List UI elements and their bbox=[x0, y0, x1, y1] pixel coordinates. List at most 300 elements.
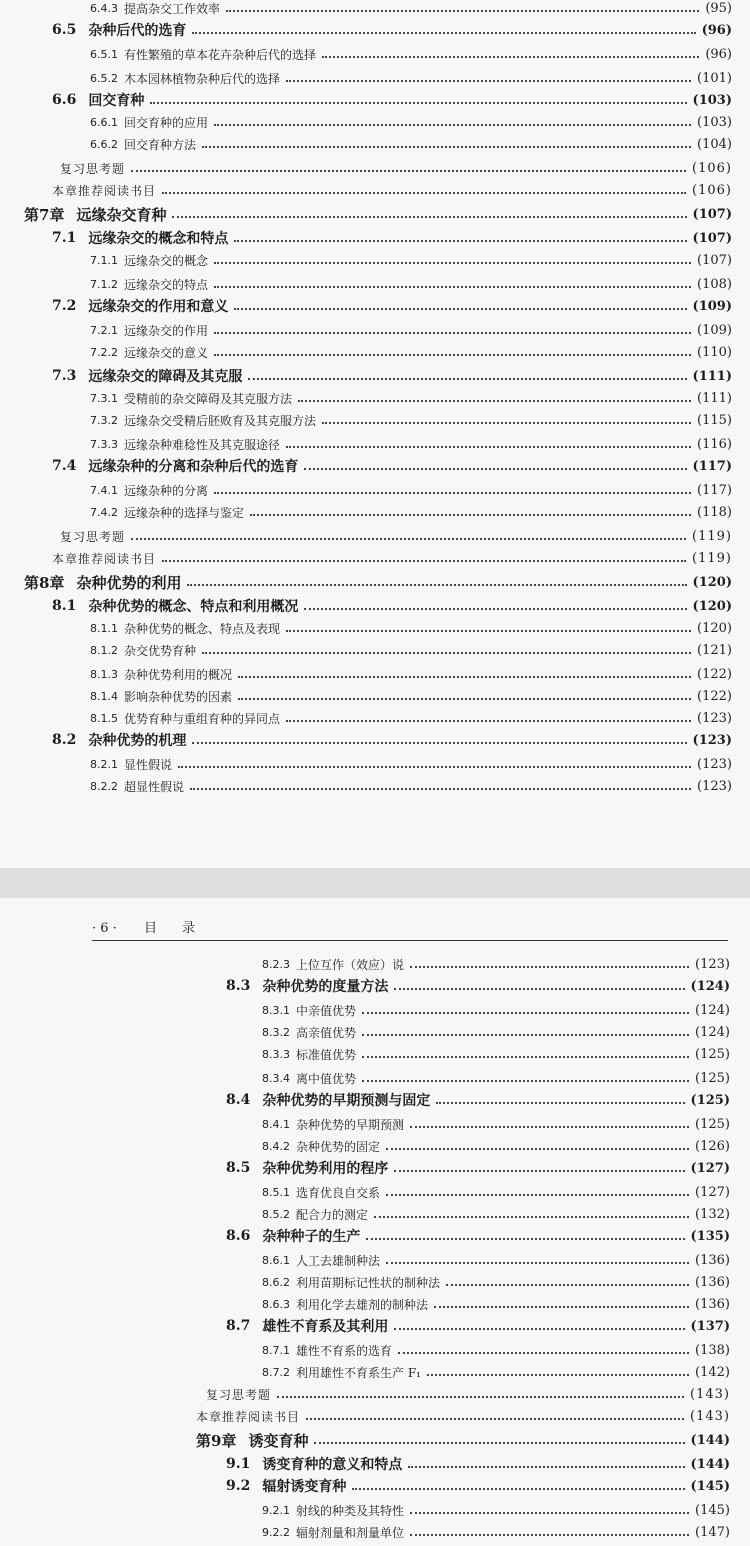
toc-title: 杂种后代的选育 bbox=[88, 23, 187, 39]
toc-subsection-row[interactable] bbox=[262, 1294, 730, 1314]
toc-page-number: (103) bbox=[697, 114, 732, 130]
toc-page-number: (121) bbox=[697, 642, 732, 658]
toc-title: 杂种种子的生产 bbox=[262, 1229, 361, 1245]
toc-title: 选育优良自交系 bbox=[296, 1185, 381, 1200]
toc-number: 8.1.2 bbox=[90, 643, 118, 657]
leader-dots bbox=[202, 652, 691, 654]
toc-page-number: (96) bbox=[705, 46, 732, 62]
toc-page-number: (106) bbox=[692, 160, 732, 176]
leader-dots bbox=[214, 492, 691, 494]
leader-dots bbox=[352, 1488, 684, 1490]
toc-number: 8.2.1 bbox=[90, 757, 118, 771]
toc-subsection-row[interactable] bbox=[90, 480, 732, 500]
toc-page-number: (122) bbox=[697, 666, 732, 682]
toc-page-number: (142) bbox=[695, 1364, 730, 1380]
toc-subsection-row[interactable] bbox=[262, 1362, 730, 1382]
toc-misc-row[interactable] bbox=[196, 1406, 730, 1426]
toc-subsection-row[interactable] bbox=[262, 1068, 730, 1088]
toc-subsection-row[interactable] bbox=[90, 618, 732, 638]
toc-number: 7.1.2 bbox=[90, 277, 118, 291]
toc-page-number: (124) bbox=[695, 1024, 730, 1040]
leader-dots bbox=[398, 1352, 689, 1354]
toc-subsection-row[interactable] bbox=[90, 320, 732, 340]
toc-subsection-row[interactable] bbox=[90, 250, 732, 270]
leader-dots bbox=[131, 170, 686, 172]
leader-dots bbox=[408, 1466, 684, 1468]
leader-dots bbox=[410, 1126, 689, 1128]
toc-title: 雄性不育系及其利用 bbox=[262, 1319, 389, 1335]
toc-page-number: (124) bbox=[695, 1002, 730, 1018]
toc-title: 远缘杂交育种 bbox=[76, 205, 167, 224]
toc-page-number: (116) bbox=[697, 436, 732, 452]
toc-title: 远缘杂交的概念 bbox=[124, 253, 209, 268]
toc-page-number: (117) bbox=[692, 458, 732, 474]
leader-dots bbox=[178, 766, 691, 768]
toc-page-number: (145) bbox=[690, 1478, 730, 1494]
toc-title: 人工去雄制种法 bbox=[296, 1253, 381, 1268]
toc-section-row[interactable] bbox=[226, 1090, 730, 1110]
toc-title: 受精前的杂交障碍及其克服方法 bbox=[124, 391, 293, 406]
toc-page-number: (95) bbox=[705, 0, 732, 16]
toc-title: 超显性假说 bbox=[124, 779, 185, 794]
leader-dots bbox=[362, 1034, 689, 1036]
toc-misc-row[interactable] bbox=[60, 526, 732, 546]
toc-section-row[interactable] bbox=[52, 366, 732, 386]
leader-dots bbox=[214, 124, 691, 126]
leader-dots bbox=[410, 1512, 689, 1514]
toc-chapter-row[interactable] bbox=[24, 204, 732, 224]
toc-number: 8.5 bbox=[226, 1160, 251, 1176]
toc-title: 本章推荐阅读书目 bbox=[52, 183, 157, 198]
toc-title: 影响杂种优势的因素 bbox=[124, 689, 233, 704]
toc-page-number: (125) bbox=[695, 1070, 730, 1086]
toc-number: 8.1.5 bbox=[90, 711, 118, 725]
leader-dots bbox=[226, 10, 699, 12]
leader-dots bbox=[362, 1080, 689, 1082]
toc-number: 8.3.4 bbox=[262, 1071, 290, 1085]
toc-page-number: (127) bbox=[695, 1184, 730, 1200]
toc-section-row[interactable] bbox=[52, 20, 732, 40]
toc-page-number: (96) bbox=[701, 22, 732, 38]
leader-dots bbox=[427, 1374, 689, 1376]
toc-subsection-row[interactable] bbox=[262, 1114, 730, 1134]
toc-page-number: (119) bbox=[692, 550, 732, 566]
toc-title: 雄性不育系的选育 bbox=[296, 1343, 393, 1358]
toc-number: 6.5.1 bbox=[90, 47, 118, 61]
leader-dots bbox=[314, 1442, 684, 1444]
toc-number: 7.3 bbox=[52, 368, 77, 384]
toc-page-number: (125) bbox=[695, 1046, 730, 1062]
toc-section-row[interactable] bbox=[226, 976, 730, 996]
toc-page-number: (120) bbox=[692, 598, 732, 614]
toc-page-number: (103) bbox=[692, 92, 732, 108]
toc-subsection-row[interactable] bbox=[262, 954, 730, 974]
toc-title: 回交育种 bbox=[88, 93, 145, 109]
toc-page-number: (117) bbox=[697, 482, 732, 498]
toc-title: 中亲值优势 bbox=[296, 1003, 357, 1018]
toc-subsection-row[interactable] bbox=[90, 388, 732, 408]
toc-number: 7.4.2 bbox=[90, 505, 118, 519]
leader-dots bbox=[277, 1396, 684, 1398]
toc-page-number: (109) bbox=[692, 298, 732, 314]
toc-title: 复习思考题 bbox=[60, 529, 126, 544]
toc-subsection-row[interactable] bbox=[90, 434, 732, 454]
toc-subsection-row[interactable] bbox=[90, 112, 732, 132]
toc-number: 8.5.1 bbox=[262, 1185, 290, 1199]
toc-number: 8.6.3 bbox=[262, 1297, 290, 1311]
leader-dots bbox=[202, 146, 691, 148]
leader-dots bbox=[214, 354, 691, 356]
toc-subsection-row[interactable] bbox=[90, 686, 732, 706]
toc-subsection-row[interactable] bbox=[262, 1500, 730, 1520]
toc-number: 8.1.1 bbox=[90, 621, 118, 635]
toc-title: 利用雄性不育系生产 F₁ bbox=[296, 1365, 421, 1380]
toc-number: 6.4.3 bbox=[90, 1, 118, 15]
toc-title: 杂种优势的度量方法 bbox=[262, 979, 389, 995]
toc-title: 杂种优势的机理 bbox=[88, 733, 187, 749]
toc-subsection-row[interactable] bbox=[262, 1182, 730, 1202]
toc-page-number: (136) bbox=[695, 1274, 730, 1290]
toc-title: 利用苗期标记性状的制种法 bbox=[296, 1275, 441, 1290]
toc-subsection-row[interactable] bbox=[262, 1204, 730, 1224]
toc-number: 8.1 bbox=[52, 598, 77, 614]
leader-dots bbox=[250, 514, 691, 516]
toc-page-number: (124) bbox=[690, 978, 730, 994]
toc-subsection-row[interactable] bbox=[90, 664, 732, 684]
toc-title: 本章推荐阅读书目 bbox=[196, 1409, 301, 1424]
toc-number: 第9章 bbox=[196, 1431, 237, 1450]
toc-number: 8.4.1 bbox=[262, 1117, 290, 1131]
leader-dots bbox=[394, 988, 684, 990]
toc-subsection-row[interactable] bbox=[90, 410, 732, 430]
toc-title: 上位互作（效应）说 bbox=[296, 957, 405, 972]
toc-subsection-row[interactable] bbox=[262, 1340, 730, 1360]
toc-title: 利用化学去雄剂的制种法 bbox=[296, 1297, 429, 1312]
leader-dots bbox=[410, 1534, 689, 1536]
toc-subsection-row[interactable] bbox=[90, 68, 732, 88]
toc-number: 8.2.2 bbox=[90, 779, 118, 793]
toc-title: 复习思考题 bbox=[206, 1387, 272, 1402]
toc-title: 离中值优势 bbox=[296, 1071, 357, 1086]
toc-number: 8.6.2 bbox=[262, 1275, 290, 1289]
toc-number: 6.6.2 bbox=[90, 137, 118, 151]
toc-title: 木本园林植物杂种后代的选择 bbox=[124, 71, 281, 86]
toc-subsection-row[interactable] bbox=[262, 1272, 730, 1292]
toc-number: 8.7 bbox=[226, 1318, 251, 1334]
toc-number: 第7章 bbox=[24, 205, 65, 224]
leader-dots bbox=[192, 742, 686, 744]
toc-number: 7.1 bbox=[52, 230, 77, 246]
toc-page-number: (123) bbox=[697, 710, 732, 726]
toc-number: 7.4.1 bbox=[90, 483, 118, 497]
toc-number: 7.3.3 bbox=[90, 437, 118, 451]
toc-page-number: (145) bbox=[695, 1502, 730, 1518]
toc-subsection-row[interactable] bbox=[262, 1136, 730, 1156]
leader-dots bbox=[172, 216, 686, 218]
leader-dots bbox=[434, 1306, 689, 1308]
toc-page-number: (111) bbox=[692, 368, 732, 384]
toc-subsection-row[interactable] bbox=[262, 1022, 730, 1042]
toc-number: 6.6.1 bbox=[90, 115, 118, 129]
toc-title: 远缘杂交的障碍及其克服 bbox=[88, 369, 243, 385]
toc-page-number: (144) bbox=[690, 1432, 730, 1448]
toc-number: 8.3.2 bbox=[262, 1025, 290, 1039]
toc-subsection-row[interactable] bbox=[90, 776, 732, 796]
toc-section-row[interactable] bbox=[226, 1158, 730, 1178]
header-title: 目 录 bbox=[144, 921, 202, 936]
toc-number: 8.5.2 bbox=[262, 1207, 290, 1221]
page-gap bbox=[0, 868, 750, 898]
toc-subsection-row[interactable] bbox=[90, 0, 732, 18]
leader-dots bbox=[304, 608, 686, 610]
toc-number: 6.6 bbox=[52, 92, 77, 108]
toc-title: 显性假说 bbox=[124, 757, 173, 772]
leader-dots bbox=[446, 1284, 689, 1286]
toc-section-row[interactable] bbox=[226, 1226, 730, 1246]
toc-page-number: (104) bbox=[697, 136, 732, 152]
toc-title: 回交育种的应用 bbox=[124, 115, 209, 130]
toc-page-number: (111) bbox=[697, 390, 732, 406]
leader-dots bbox=[394, 1170, 684, 1172]
toc-page-number: (123) bbox=[692, 732, 732, 748]
leader-dots bbox=[238, 698, 691, 700]
toc-number: 8.1.4 bbox=[90, 689, 118, 703]
toc-section-row[interactable] bbox=[226, 1316, 730, 1336]
leader-dots bbox=[410, 966, 689, 968]
toc-page-number: (136) bbox=[695, 1296, 730, 1312]
leader-dots bbox=[190, 788, 691, 790]
leader-dots bbox=[214, 332, 691, 334]
leader-dots bbox=[238, 676, 691, 678]
toc-title: 辐射诱变育种 bbox=[262, 1479, 347, 1495]
toc-chapter-row[interactable] bbox=[196, 1430, 730, 1450]
toc-page-number: (125) bbox=[690, 1092, 730, 1108]
leader-dots bbox=[322, 56, 699, 58]
toc-section-row[interactable] bbox=[52, 228, 732, 248]
toc-number: 9.2.1 bbox=[262, 1503, 290, 1517]
toc-title: 杂种优势的利用 bbox=[76, 573, 182, 592]
toc-number: 第8章 bbox=[24, 573, 65, 592]
leader-dots bbox=[214, 286, 691, 288]
toc-subsection-row[interactable] bbox=[90, 342, 732, 362]
leader-dots bbox=[386, 1262, 689, 1264]
toc-subsection-row[interactable] bbox=[262, 1044, 730, 1064]
toc-chapter-row[interactable] bbox=[24, 572, 732, 592]
leader-dots bbox=[248, 378, 686, 380]
toc-page-number: (120) bbox=[697, 620, 732, 636]
toc-subsection-row[interactable] bbox=[90, 44, 732, 64]
toc-page-number: (110) bbox=[697, 344, 732, 360]
toc-misc-row[interactable] bbox=[206, 1384, 730, 1404]
toc-subsection-row[interactable] bbox=[262, 1522, 730, 1542]
toc-number: 8.2.3 bbox=[262, 957, 290, 971]
toc-section-row[interactable] bbox=[226, 1476, 730, 1496]
toc-title: 杂种优势的早期预测与固定 bbox=[262, 1093, 431, 1109]
toc-misc-row[interactable] bbox=[60, 158, 732, 178]
toc-number: 7.4 bbox=[52, 458, 77, 474]
leader-dots bbox=[214, 262, 691, 264]
leader-dots bbox=[286, 630, 691, 632]
toc-section-row[interactable] bbox=[52, 296, 732, 316]
toc-number: 8.4 bbox=[226, 1092, 251, 1108]
toc-page-number: (126) bbox=[695, 1138, 730, 1154]
toc-title: 远缘杂交的意义 bbox=[124, 345, 209, 360]
toc-page-number: (132) bbox=[695, 1206, 730, 1222]
toc-title: 有性繁殖的草本花卉杂种后代的选择 bbox=[124, 47, 317, 62]
toc-title: 辐射剂量和剂量单位 bbox=[296, 1525, 405, 1540]
leader-dots bbox=[386, 1194, 689, 1196]
leader-dots bbox=[162, 560, 686, 562]
toc-title: 配合力的测定 bbox=[296, 1207, 369, 1222]
toc-title: 杂种优势利用的概况 bbox=[124, 667, 233, 682]
toc-section-row[interactable] bbox=[52, 456, 732, 476]
toc-page-number: (144) bbox=[690, 1456, 730, 1472]
leader-dots bbox=[187, 584, 686, 586]
toc-number: 7.2.1 bbox=[90, 323, 118, 337]
toc-subsection-row[interactable] bbox=[90, 754, 732, 774]
toc-number: 8.2 bbox=[52, 732, 77, 748]
toc-number: 6.5.2 bbox=[90, 71, 118, 85]
toc-title: 标准值优势 bbox=[296, 1047, 357, 1062]
toc-section-row[interactable] bbox=[52, 730, 732, 750]
toc-number: 9.2.2 bbox=[262, 1525, 290, 1539]
toc-number: 8.6.1 bbox=[262, 1253, 290, 1267]
leader-dots bbox=[234, 308, 686, 310]
toc-title: 远缘杂交的特点 bbox=[124, 277, 209, 292]
toc-page-number: (143) bbox=[690, 1408, 730, 1424]
toc-title: 远缘杂种的分离和杂种后代的选育 bbox=[88, 459, 299, 475]
leader-dots bbox=[436, 1102, 684, 1104]
toc-page-number: (123) bbox=[697, 778, 732, 794]
toc-misc-row[interactable] bbox=[52, 180, 732, 200]
toc-page-number: (107) bbox=[692, 206, 732, 222]
toc-title: 优势育种与重组育种的异同点 bbox=[124, 711, 281, 726]
leader-dots bbox=[131, 538, 686, 540]
toc-page-number: (127) bbox=[690, 1160, 730, 1176]
leader-dots bbox=[162, 192, 686, 194]
toc-title: 杂种优势的固定 bbox=[296, 1139, 381, 1154]
leader-dots bbox=[298, 400, 691, 402]
toc-title: 提高杂交工作效率 bbox=[124, 1, 221, 16]
toc-title: 远缘杂交的概念和特点 bbox=[88, 231, 229, 247]
toc-subsection-row[interactable] bbox=[90, 708, 732, 728]
toc-title: 杂种优势利用的程序 bbox=[262, 1161, 389, 1177]
page-header bbox=[92, 916, 728, 941]
leader-dots bbox=[366, 1238, 684, 1240]
leader-dots bbox=[362, 1012, 689, 1014]
leader-dots bbox=[286, 720, 691, 722]
toc-number: 8.7.1 bbox=[262, 1343, 290, 1357]
toc-title: 射线的种类及其特性 bbox=[296, 1503, 405, 1518]
toc-number: 8.1.3 bbox=[90, 667, 118, 681]
toc-number: 7.3.1 bbox=[90, 391, 118, 405]
leader-dots bbox=[374, 1216, 689, 1218]
toc-subsection-row[interactable] bbox=[90, 640, 732, 660]
toc-number: 7.2 bbox=[52, 298, 77, 314]
toc-page-number: (118) bbox=[697, 504, 732, 520]
toc-section-row[interactable] bbox=[52, 90, 732, 110]
toc-page-number: (123) bbox=[695, 956, 730, 972]
toc-number: 8.7.2 bbox=[262, 1365, 290, 1379]
toc-title: 远缘杂交的作用和意义 bbox=[88, 299, 229, 315]
toc-title: 杂种优势的概念、特点和利用概况 bbox=[88, 599, 299, 615]
toc-page-number: (115) bbox=[697, 412, 732, 428]
toc-title: 本章推荐阅读书目 bbox=[52, 551, 157, 566]
toc-number: 8.3.3 bbox=[262, 1047, 290, 1061]
toc-number: 9.2 bbox=[226, 1478, 251, 1494]
toc-page-number: (107) bbox=[692, 230, 732, 246]
toc-number: 8.3 bbox=[226, 978, 251, 994]
toc-section-row[interactable] bbox=[226, 1454, 730, 1474]
leader-dots bbox=[304, 468, 686, 470]
toc-title: 回交育种方法 bbox=[124, 137, 197, 152]
toc-page-number: (138) bbox=[695, 1342, 730, 1358]
toc-number: 8.3.1 bbox=[262, 1003, 290, 1017]
toc-page-number: (109) bbox=[697, 322, 732, 338]
toc-page-number: (123) bbox=[697, 756, 732, 772]
toc-title: 诱变育种 bbox=[248, 1431, 309, 1450]
toc-page-number: (136) bbox=[695, 1252, 730, 1268]
leader-dots bbox=[394, 1328, 684, 1330]
toc-subsection-row[interactable] bbox=[90, 274, 732, 294]
toc-subsection-row[interactable] bbox=[262, 1000, 730, 1020]
toc-title: 远缘杂种难稔性及其克服途径 bbox=[124, 437, 281, 452]
toc-page-number: (143) bbox=[690, 1386, 730, 1402]
toc-title: 杂交优势育种 bbox=[124, 643, 197, 658]
leader-dots bbox=[234, 240, 686, 242]
toc-number: 6.5 bbox=[52, 22, 77, 38]
toc-page-number: (135) bbox=[690, 1228, 730, 1244]
leader-dots bbox=[306, 1418, 684, 1420]
toc-page-number: (107) bbox=[697, 252, 732, 268]
leader-dots bbox=[192, 32, 695, 34]
page-number: · 6 · bbox=[92, 921, 117, 936]
toc-page-number: (119) bbox=[692, 528, 732, 544]
toc-subsection-row[interactable] bbox=[262, 1250, 730, 1270]
leader-dots bbox=[322, 422, 691, 424]
toc-misc-row[interactable] bbox=[52, 548, 732, 568]
toc-page-number: (122) bbox=[697, 688, 732, 704]
toc-number: 9.1 bbox=[226, 1456, 251, 1472]
leader-dots bbox=[150, 102, 686, 104]
toc-title: 诱变育种的意义和特点 bbox=[262, 1457, 403, 1473]
toc-page-lower bbox=[0, 898, 750, 1546]
toc-number: 8.4.2 bbox=[262, 1139, 290, 1153]
leader-dots bbox=[362, 1056, 689, 1058]
toc-page-number: (147) bbox=[695, 1524, 730, 1540]
toc-page-number: (125) bbox=[695, 1116, 730, 1132]
toc-number: 7.1.1 bbox=[90, 253, 118, 267]
toc-page-number: (101) bbox=[697, 70, 732, 86]
toc-subsection-row[interactable] bbox=[90, 134, 732, 154]
toc-title: 杂种优势的早期预测 bbox=[296, 1117, 405, 1132]
toc-title: 杂种优势的概念、特点及表现 bbox=[124, 621, 281, 636]
toc-number: 8.6 bbox=[226, 1228, 251, 1244]
toc-title: 复习思考题 bbox=[60, 161, 126, 176]
toc-subsection-row[interactable] bbox=[90, 502, 732, 522]
toc-title: 远缘杂交的作用 bbox=[124, 323, 209, 338]
toc-page-number: (106) bbox=[692, 182, 732, 198]
toc-title: 远缘杂交受精后胚败育及其克服方法 bbox=[124, 413, 317, 428]
toc-page-number: (120) bbox=[692, 574, 732, 590]
toc-title: 高亲值优势 bbox=[296, 1025, 357, 1040]
leader-dots bbox=[286, 446, 691, 448]
toc-page-number: (108) bbox=[697, 276, 732, 292]
toc-number: 7.2.2 bbox=[90, 345, 118, 359]
toc-section-row[interactable] bbox=[52, 596, 732, 616]
leader-dots bbox=[286, 80, 691, 82]
toc-title: 远缘杂种的分离 bbox=[124, 483, 209, 498]
